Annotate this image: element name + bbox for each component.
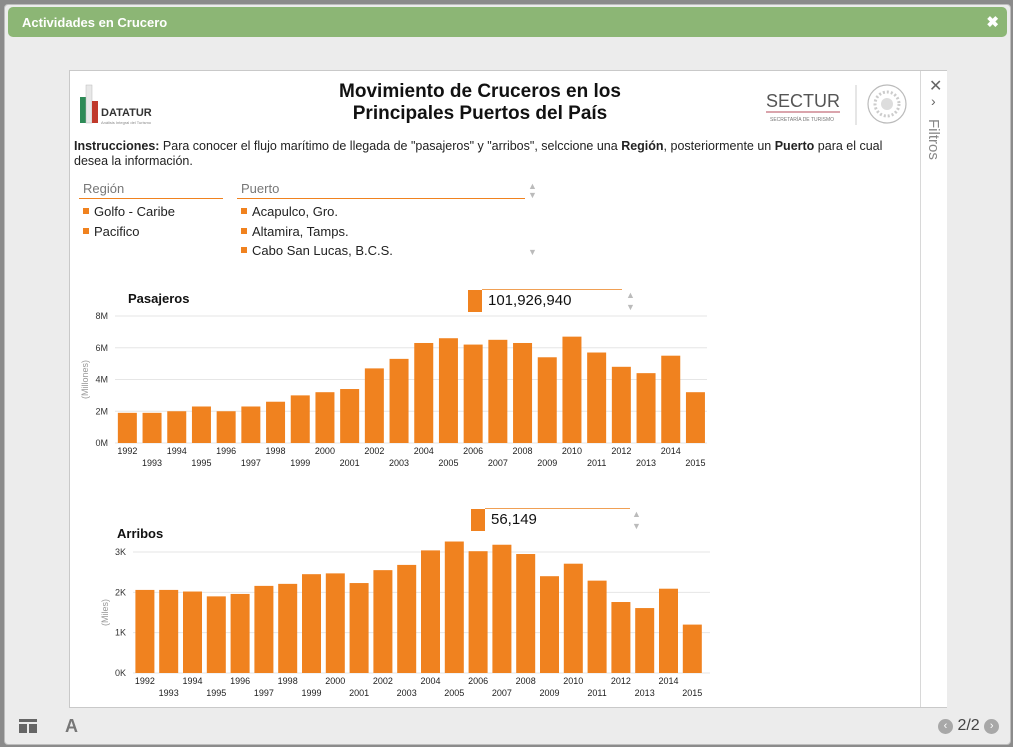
instructions-text-3: para el cual desea la información. [74, 139, 883, 168]
bar-2003[interactable] [390, 359, 409, 443]
selected-marker-icon [241, 247, 247, 253]
bar-2004[interactable] [421, 550, 440, 673]
bar-2004[interactable] [414, 343, 433, 443]
x-tick-label: 2009 [537, 458, 558, 468]
x-tick-label: 2009 [539, 688, 560, 698]
readout-scroll-up-icon[interactable]: ▲ [626, 290, 635, 300]
x-tick-label: 2002 [372, 676, 393, 686]
region-filter-header: Región [79, 181, 223, 199]
x-tick-label: 1992 [117, 446, 138, 456]
bar-1998[interactable] [278, 584, 297, 673]
region-item-label: Golfo - Caribe [94, 204, 175, 219]
bar-1999[interactable] [302, 574, 321, 673]
datatur-logo-graphic [80, 79, 170, 127]
region-item-label: Pacifico [94, 223, 140, 239]
close-filters-icon[interactable]: ✕ [929, 78, 943, 95]
x-tick-label: 1998 [265, 446, 286, 456]
x-tick-label: 2010 [561, 446, 582, 456]
x-tick-label: 2013 [636, 458, 657, 468]
bar-2005[interactable] [445, 542, 464, 673]
x-tick-label: 2011 [587, 688, 607, 698]
x-tick-label: 1996 [216, 446, 237, 456]
bar-2011[interactable] [587, 353, 606, 443]
bar-2008[interactable] [516, 554, 535, 673]
readout-scroll-down-icon[interactable]: ▼ [632, 521, 641, 531]
page-title-line1: Movimiento de Cruceros en los [339, 81, 621, 102]
x-tick-label: 2013 [634, 688, 655, 698]
x-tick-label: 1993 [142, 458, 163, 468]
puerto-filter [237, 181, 525, 261]
y-tick-label: 6M [95, 342, 108, 353]
puerto-scroll-down-icon[interactable]: ▼ [528, 247, 537, 257]
bar-1993[interactable] [143, 413, 162, 443]
bar-1995[interactable] [207, 596, 226, 673]
y-tick-label: 4M [95, 374, 108, 385]
x-tick-label: 1994 [166, 446, 187, 456]
x-tick-label: 2012 [610, 676, 631, 686]
x-tick-label: 1995 [206, 688, 227, 698]
y-tick-label: 1K [114, 627, 126, 638]
bar-2010[interactable] [564, 564, 583, 673]
text-size-icon[interactable]: A [65, 716, 78, 736]
filters-rail [920, 71, 947, 707]
bar-2013[interactable] [637, 373, 656, 443]
instructions-bold-region: Región [621, 139, 664, 153]
x-tick-label: 2000 [325, 676, 346, 686]
x-tick-label: 2001 [349, 688, 370, 698]
instructions [74, 139, 914, 169]
x-tick-label: 2014 [660, 446, 681, 456]
chevron-right-icon[interactable]: › [931, 93, 936, 109]
bar-2010[interactable] [562, 337, 581, 443]
bar-2002[interactable] [365, 368, 384, 443]
bar-2012[interactable] [611, 602, 630, 673]
x-tick-label: 1992 [134, 676, 155, 686]
bar-2001[interactable] [340, 389, 359, 443]
datatur-logo [80, 79, 170, 127]
x-tick-label: 2012 [611, 446, 632, 456]
y-axis-label: (Miles) [100, 599, 110, 626]
x-tick-label: 2015 [685, 458, 706, 468]
puerto-item-altamira[interactable] [237, 222, 525, 242]
region-filter [79, 181, 223, 241]
puerto-item-acapulco[interactable] [237, 202, 525, 222]
bar-2006[interactable] [464, 345, 483, 443]
puerto-item-label: Acapulco, Gro. [252, 204, 338, 219]
selected-marker-icon [241, 208, 247, 214]
bar-1994[interactable] [183, 592, 202, 673]
bar-2002[interactable] [373, 570, 392, 673]
bar-1998[interactable] [266, 402, 285, 443]
pasajeros-total-value: 101,926,940 [488, 292, 572, 309]
y-tick-label: 2M [95, 406, 108, 417]
page-indicator: 2/2 [957, 717, 980, 734]
sectur-logo-text: SECTUR [766, 91, 841, 111]
x-tick-label: 2008 [512, 446, 533, 456]
total-swatch [471, 509, 485, 531]
x-tick-label: 2007 [487, 458, 508, 468]
x-tick-label: 2003 [396, 688, 417, 698]
datatur-logo-sub: Análisis Integral del Turismo [101, 120, 152, 125]
bar-2008[interactable] [513, 343, 532, 443]
arribos-total-value: 56,149 [491, 511, 537, 528]
instructions-text-1: Para conocer el flujo marítimo de llegada de "pasajeros" y "arribos", selccione una [159, 139, 622, 153]
sectur-logo [766, 81, 914, 127]
bar-2003[interactable] [397, 565, 416, 673]
x-tick-label: 2007 [491, 688, 512, 698]
bar-2014[interactable] [661, 356, 680, 443]
x-tick-label: 1994 [182, 676, 203, 686]
x-tick-label: 2015 [682, 688, 703, 698]
x-tick-label: 2014 [658, 676, 679, 686]
bar-2006[interactable] [469, 551, 488, 673]
region-item-pacifico[interactable] [79, 222, 223, 242]
arribos-chart [70, 541, 730, 701]
page-title-line2: Principales Puertos del País [352, 103, 608, 124]
window-title: Actividades en Crucero [22, 15, 168, 30]
selected-marker-icon [83, 208, 89, 214]
selected-marker-icon [83, 228, 89, 234]
bar-1994[interactable] [167, 411, 186, 443]
bar-1999[interactable] [291, 395, 310, 443]
x-tick-label: 2008 [515, 676, 536, 686]
x-tick-label: 1997 [240, 458, 261, 468]
bar-2015[interactable] [686, 392, 705, 443]
region-item-golfo-caribe[interactable] [79, 202, 223, 222]
puerto-item-label: Altamira, Tamps. [252, 223, 349, 239]
grid-view-icon[interactable] [19, 719, 37, 733]
instructions-label: Instrucciones: [74, 139, 160, 153]
bar-1995[interactable] [192, 406, 211, 443]
x-tick-label: 1996 [230, 676, 251, 686]
bar-2007[interactable] [488, 340, 507, 443]
dashboard-panel [69, 70, 947, 708]
readout-scroll-down-icon[interactable]: ▼ [626, 302, 635, 312]
bar-1996[interactable] [231, 594, 250, 673]
bar-2013[interactable] [635, 608, 654, 673]
selected-marker-icon [241, 228, 247, 234]
bar-2000[interactable] [326, 573, 345, 673]
chart-title-arribos: Arribos [117, 526, 164, 541]
pager [938, 717, 999, 735]
sectur-logo-sub: SECRETARÍA DE TURISMO [770, 117, 834, 123]
x-tick-label: 2003 [389, 458, 410, 468]
puerto-filter-header: Puerto [237, 181, 525, 199]
instructions-text-2: , posteriormente un [663, 139, 775, 153]
puerto-scroll-up-icon-2[interactable]: ▼ [528, 190, 537, 200]
close-icon[interactable]: ✖ [986, 14, 999, 31]
bar-2012[interactable] [612, 367, 631, 443]
y-tick-label: 2K [114, 587, 126, 598]
x-tick-label: 1995 [191, 458, 212, 468]
y-tick-label: 3K [114, 547, 126, 557]
y-axis-label: (Millones) [80, 359, 90, 400]
filters-toggle[interactable]: Filtros [925, 119, 942, 160]
bar-2007[interactable] [492, 545, 511, 673]
bar-2015[interactable] [683, 625, 702, 673]
x-tick-label: 2004 [420, 676, 441, 686]
x-tick-label: 2000 [314, 446, 335, 456]
x-tick-label: 1999 [290, 458, 311, 468]
bar-2009[interactable] [540, 576, 559, 673]
bar-1997[interactable] [241, 406, 260, 443]
bar-1992[interactable] [135, 590, 154, 673]
prev-page-button[interactable]: ‹ [938, 719, 953, 734]
bar-2001[interactable] [350, 583, 369, 673]
arribos-total-readout [471, 509, 631, 531]
instructions-bold-puerto: Puerto [774, 139, 815, 153]
x-tick-label: 2005 [438, 458, 459, 468]
bar-2000[interactable] [315, 392, 334, 443]
y-tick-label: 0M [95, 438, 108, 448]
bar-2005[interactable] [439, 338, 458, 443]
y-tick-label: 0K [114, 668, 126, 678]
readout-scroll-up-icon[interactable]: ▲ [632, 509, 641, 519]
bar-1992[interactable] [118, 413, 137, 443]
puerto-scroll-up-icon[interactable]: ▲ [528, 181, 537, 191]
x-tick-label: 2005 [444, 688, 465, 698]
x-tick-label: 2002 [364, 446, 385, 456]
x-tick-label: 2001 [339, 458, 360, 468]
x-tick-label: 1993 [158, 688, 179, 698]
x-tick-label: 2011 [586, 458, 607, 468]
bar-2011[interactable] [588, 581, 607, 673]
bar-1993[interactable] [159, 590, 178, 673]
bar-2009[interactable] [538, 357, 557, 443]
puerto-item-label: Cabo San Lucas, B.C.S. [252, 243, 393, 258]
bar-1997[interactable] [254, 586, 273, 673]
x-tick-label: 1997 [253, 688, 274, 698]
dialog-window [4, 4, 1011, 745]
next-page-button[interactable]: › [984, 719, 999, 734]
y-tick-label: 8M [95, 311, 108, 321]
bar-2014[interactable] [659, 589, 678, 673]
chart-title-pasajeros: Pasajeros [128, 291, 190, 306]
x-tick-label: 1998 [277, 676, 298, 686]
x-tick-label: 2006 [463, 446, 484, 456]
sectur-logo-graphic [766, 81, 914, 127]
pasajeros-chart [70, 307, 730, 469]
page-title [270, 81, 690, 125]
x-tick-label: 2004 [413, 446, 434, 456]
bar-1996[interactable] [217, 411, 236, 443]
datatur-logo-text: DATATUR [101, 107, 152, 119]
x-tick-label: 2010 [563, 676, 584, 686]
puerto-item-cabo-san-lucas[interactable] [237, 241, 525, 261]
x-tick-label: 2006 [468, 676, 489, 686]
title-bar [8, 7, 1007, 37]
x-tick-label: 1999 [301, 688, 322, 698]
